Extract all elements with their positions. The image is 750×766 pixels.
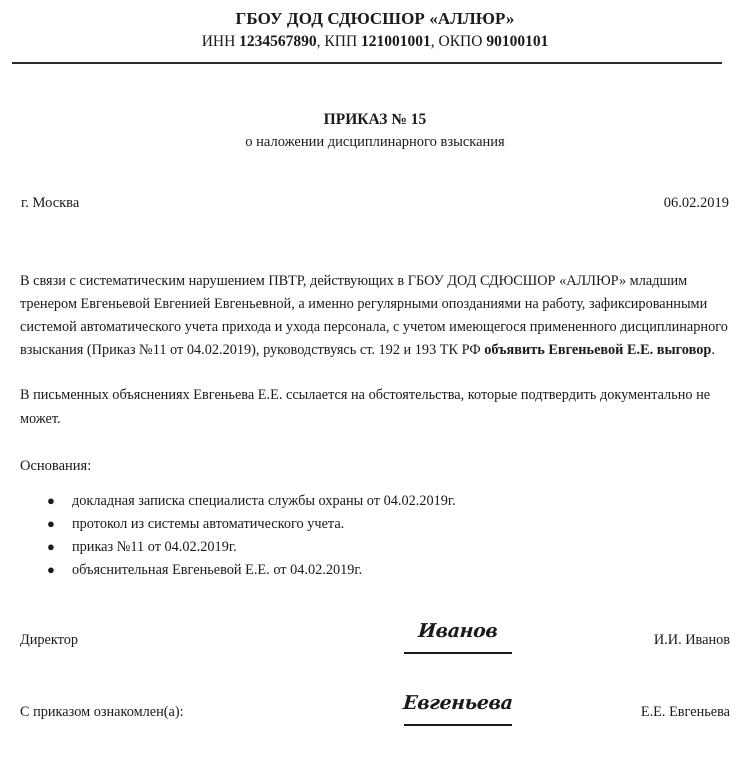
title-block <box>20 108 730 154</box>
signature-row-acknowledgement <box>20 694 730 766</box>
signature-field-employee[interactable] <box>385 694 530 726</box>
signature-line <box>404 652 512 654</box>
grounds-list <box>20 490 730 583</box>
inn-label: ИНН <box>201 32 236 50</box>
list-item-label: объяснительная Евгеньевой Е.Е. от 04.02.2019г. <box>72 562 363 579</box>
okpo-value: 90100101 <box>486 32 549 50</box>
kpp-value: 121001001 <box>361 32 431 50</box>
signature-printed-name: И.И. Иванов <box>653 632 730 648</box>
signature-field-director[interactable] <box>385 622 530 654</box>
page-title: ПРИКАЗ № 15 <box>323 110 427 128</box>
organization-name: ГБОУ ДОД СДЮСШОР «АЛЛЮР» <box>235 9 515 28</box>
signature-row-director <box>20 622 730 694</box>
inn-value: 1234567890 <box>239 32 317 50</box>
list-item-label: докладная записка специалиста службы охраны от 04.02.2019г. <box>72 492 456 509</box>
document-meta-row <box>20 195 730 212</box>
signature-printed-name: Е.Е. Евгеньева <box>640 704 730 720</box>
signature-area <box>20 622 730 766</box>
codes-separator-2: , <box>430 32 439 50</box>
bullet-icon: ● <box>47 492 55 508</box>
header-divider <box>12 62 722 64</box>
paragraph-1-text-lead: В связи с систематическим нарушением ПВТР, действующих в ГБОУ ДОД СДЮСШОР «АЛЛЮР» младшим тренером Евгеньевой Евгенией Евгеньевной, а именно регулярными опозданиями на работу, зафиксированными системой автоматического учета прихода и ухода персонала, с учетом имеющегося примененного дисциплинарного взыскания (Приказ №11 от 04.02.2019), руководствуясь ст. 192 и 193 ТК РФ <box>20 272 728 359</box>
page-subtitle: о наложении дисциплинарного взыскания <box>245 134 505 151</box>
organization-codes <box>20 32 730 53</box>
grounds-label: Основания: <box>20 457 92 474</box>
paragraph-spacer <box>20 362 730 384</box>
signature-line <box>404 724 512 726</box>
paragraph-1-text-tail: . <box>711 342 715 359</box>
paragraph-1-emphasis: объявить Евгеньевой Е.Е. выговор <box>484 342 712 359</box>
okpo-label: ОКПО <box>438 32 483 50</box>
list-item <box>20 559 730 582</box>
document-date: 06.02.2019 <box>663 194 729 211</box>
acknowledgement-label: С приказом ознакомлен(а): <box>20 704 184 720</box>
handwritten-signature: Иванов <box>417 620 499 642</box>
organization-header <box>20 0 730 64</box>
document-body <box>20 270 730 583</box>
signature-role-label: Директор <box>20 632 79 648</box>
codes-separator-1: , <box>316 32 325 50</box>
body-paragraph-2: В письменных объяснениях Евгеньева Е.Е. ссылается на обстоятельства, которые подтвердить документально не может. <box>20 387 711 427</box>
list-item <box>20 536 730 559</box>
bullet-icon: ● <box>47 516 55 532</box>
list-item <box>20 490 730 513</box>
list-item-label: протокол из системы автоматического учета. <box>72 516 345 533</box>
city-label: г. Москва <box>21 194 80 211</box>
list-item <box>20 513 730 536</box>
handwritten-signature: Евгеньева <box>402 692 514 714</box>
list-item-label: приказ №11 от 04.02.2019г. <box>72 539 237 556</box>
bullet-icon: ● <box>47 562 55 578</box>
kpp-label: КПП <box>324 32 358 50</box>
bullet-icon: ● <box>47 539 55 555</box>
body-paragraph-1 <box>20 270 730 363</box>
